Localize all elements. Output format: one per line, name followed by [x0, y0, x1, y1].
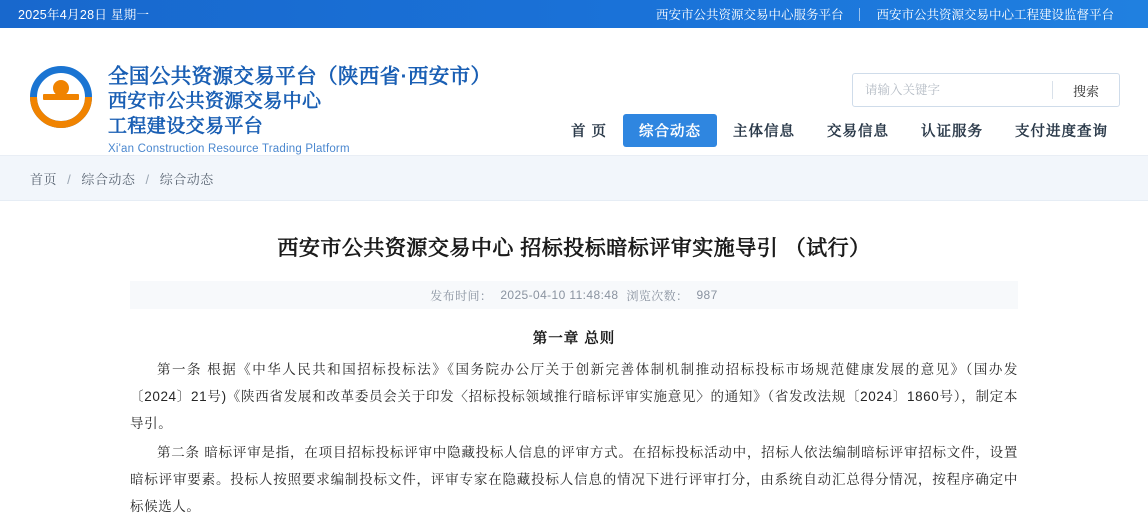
site-logo-icon — [30, 66, 94, 130]
nav-item-home[interactable]: 首 页 — [570, 124, 607, 140]
site-title-line1: 全国公共资源交易平台（陕西省·西安市） — [108, 65, 492, 88]
publish-time-label: 发布时间： — [430, 288, 493, 303]
article-title: 西安市公共资源交易中心 招标投标暗标评审实施导引 （试行） — [277, 237, 871, 260]
logo-bar — [43, 94, 79, 100]
breadcrumb-item-comprehensive[interactable]: 综合动态 — [81, 171, 136, 187]
breadcrumb-band — [0, 156, 1148, 201]
site-title-english: Xi'an Construction Resource Trading Platform — [108, 143, 350, 155]
views-value: 987 — [696, 288, 718, 302]
topbar-link-service-platform[interactable]: 西安市公共资源交易中心服务平台 — [655, 8, 844, 22]
publish-time-value: 2025-04-10 11:48:48 — [500, 288, 619, 302]
search-input[interactable] — [853, 74, 1052, 106]
nav-item-trade-info[interactable]: 交易信息 — [827, 124, 889, 140]
topbar-link-supervision-platform[interactable]: 西安市公共资源交易中心工程建设监督平台 — [876, 8, 1114, 22]
breadcrumb-separator-2: / — [145, 171, 150, 187]
site-title-line2: 西安市公共资源交易中心 — [108, 91, 322, 112]
content-page — [20, 201, 1128, 520]
topbar-links — [640, 5, 1130, 23]
current-date: 2025年4月28日 星期一 — [18, 8, 150, 22]
article-chapter-heading: 第一章 总则 — [532, 331, 616, 347]
main-nav — [555, 114, 1124, 147]
breadcrumb-item-current[interactable]: 综合动态 — [159, 171, 214, 187]
views-label: 浏览次数： — [626, 288, 689, 303]
nav-item-subject-info[interactable]: 主体信息 — [733, 124, 795, 140]
breadcrumb — [20, 169, 1128, 188]
article-paragraph: 第一条 根据《中华人民共和国招标投标法》《国务院办公厅关于创新完善体制机制推动招标投标市场规范健康发展的意见》（国办发〔2024〕21号)《陕西省发展和改革委员会关于印发〈招标投标领域推行暗标评审实施意见〉的通知》（省发改法规〔2024〕1860号），制定本导引。 — [130, 362, 1018, 431]
article-meta-bar — [130, 281, 1018, 309]
breadcrumb-separator-1: / — [67, 171, 72, 187]
search-box[interactable] — [852, 73, 1120, 107]
article — [20, 201, 1128, 520]
site-header — [0, 28, 1148, 156]
nav-item-comprehensive[interactable]: 综合动态 — [623, 114, 717, 147]
article-paragraph: 第二条 暗标评审是指，在项目招标投标评审中隐藏投标人信息的评审方式。在招标投标活动中，招标人依法编制暗标评审招标文件，设置暗标评审要素。投标人按照要求编制投标文件，评审专家在隐藏投标人信息的情况下进行评审打分，由系统自动汇总得分情况，按程序确定中标候选人。 — [130, 445, 1018, 514]
site-title-block — [108, 64, 491, 158]
top-utility-bar — [0, 0, 1148, 28]
breadcrumb-item-home[interactable]: 首页 — [30, 171, 58, 187]
nav-item-certification[interactable]: 认证服务 — [921, 124, 983, 140]
search-button[interactable]: 搜索 — [1053, 74, 1119, 106]
site-title-line3: 工程建设交易平台 — [108, 116, 264, 137]
nav-item-payment-progress[interactable]: 支付进度查询 — [1015, 124, 1108, 140]
